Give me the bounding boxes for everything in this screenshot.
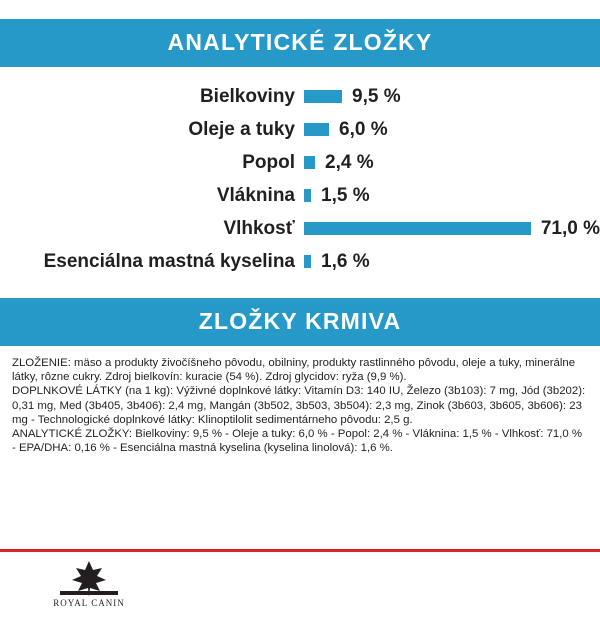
analytical-bar-wrap (304, 146, 374, 179)
analytical-row (0, 146, 600, 179)
analytical-row (0, 245, 600, 278)
composition-text (0, 346, 600, 455)
analytical-bar (304, 156, 315, 169)
analytical-bar-wrap (304, 179, 370, 212)
composition-paragraph: DOPLNKOVÉ LÁTKY (na 1 kg): Výživné doplnkové látky: Vitamín D3: 140 IU, Železo (3b103): 7 mg, Jód (3b202): 0,31 mg, Med (3b405, 3b406): 2,4 mg, Mangán (3b502, 3b503, 3b504): 2,3 mg, Zinok (3b603, 3b605, 3b606): 23 mg - Technologické doplnkové látky: Klinoptilolit sedimentárneho pôvodu: 2,5 g. (12, 385, 586, 426)
composition-section-header: ZLOŽKY KRMIVA (0, 298, 600, 346)
analytical-bar-wrap (304, 245, 370, 278)
analytical-bar-wrap (304, 113, 388, 146)
analytical-value: 6,0 % (339, 118, 388, 140)
analytical-bar (304, 222, 531, 235)
composition-paragraph: ANALYTICKÉ ZLOŽKY: Bielkoviny: 9,5 % - Oleje a tuky: 6,0 % - Popol: 2,4 % - Vláknina: 1,5 % - Vlhkosť: 71,0 % - EPA/DHA: 0,16 % - Esenciálna mastná kyselina (kyselina linolová): 1,6 %. (12, 428, 583, 455)
analytical-value: 1,6 % (321, 250, 370, 272)
analytical-value: 2,4 % (325, 151, 374, 173)
analytical-bar-wrap (304, 80, 401, 113)
product-label-page (0, 19, 600, 619)
analytical-label: Esenciálna mastná kyselina (43, 250, 295, 272)
analytical-bar-wrap (304, 212, 600, 245)
analytical-label: Popol (242, 151, 295, 173)
analytical-bar (304, 123, 329, 136)
analytical-row (0, 113, 600, 146)
analytical-bar (304, 255, 311, 268)
analytical-row (0, 212, 600, 245)
royal-canin-logo (30, 558, 148, 616)
analytical-row (0, 179, 600, 212)
analytical-bar (304, 189, 311, 202)
analytical-label: Bielkoviny (199, 85, 295, 107)
analytical-section-header: ANALYTICKÉ ZLOŽKY (0, 19, 600, 67)
analytical-chart (0, 67, 600, 284)
svg-text:ROYAL CANIN: ROYAL CANIN (53, 598, 125, 608)
analytical-value: 71,0 % (540, 217, 600, 239)
analytical-label: Oleje a tuky (188, 118, 295, 140)
analytical-value: 1,5 % (321, 184, 370, 206)
analytical-value: 9,5 % (352, 85, 401, 107)
footer (0, 549, 600, 619)
analytical-bar (304, 90, 342, 103)
analytical-label: Vláknina (216, 184, 295, 206)
analytical-label: Vlhkosť (223, 217, 295, 239)
analytical-row (0, 80, 600, 113)
composition-paragraph: ZLOŽENIE: mäso a produkty živočíšneho pôvodu, obilniny, produkty rastlinného pôvodu, oleje a tuky, minerálne látky, rôzne cukry. Zdroj bielkovín: kuracie (54 %). Zdroj glycidov: ryža (9,9 %). (12, 357, 576, 384)
